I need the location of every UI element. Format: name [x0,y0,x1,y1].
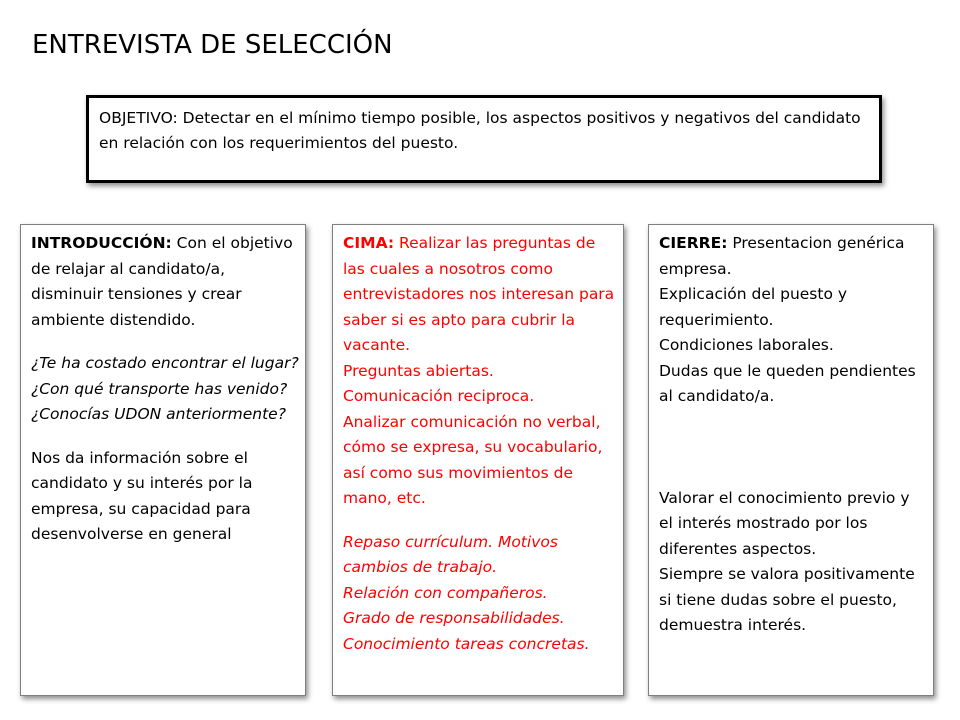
cima-box [332,224,624,696]
cima-line: Analizar comunicación no verbal, cómo se expresa, su vocabulario, así como sus movimientos de mano, etc. [343,412,603,507]
cierre-closing-line: Siempre se valora positivamente si tiene dudas sobre el puesto, demuestra interés. [659,565,915,634]
cima-italic-line: Relación con compañeros. [343,583,548,602]
cima-italic-line: Repaso currículum. Motivos cambios de trabajo. [343,532,558,576]
cierre-line: Explicación del puesto y requerimiento. [659,285,848,329]
objective-box [86,95,882,183]
cierre-line: Dudas que le queden pendientes al candidato/a. [659,361,916,405]
cima-line: Preguntas abiertas. [343,361,494,380]
introduccion-heading: INTRODUCCIÓN: [31,234,172,252]
question-item: ¿Te ha costado encontrar el lugar? [31,354,299,372]
objective-text: OBJETIVO: Detectar en el mínimo tiempo posible, los aspectos positivos y negativos del candidato en relación con los requerimientos del puesto. [99,109,861,152]
cierre-closing-line: Valorar el conocimiento previo y el interés mostrado por los diferentes aspectos. [659,488,910,558]
cima-paragraph [343,231,617,359]
cima-italic-line: Conocimiento tareas concretas. [343,634,590,653]
cima-italic-line: Grado de responsabilidades. [343,609,565,627]
introduccion-box [20,224,306,696]
cierre-line: Condiciones laborales. [659,336,834,354]
cierre-paragraph [659,231,927,282]
question-item: ¿Conocías UDON anteriormente? [31,405,286,423]
page-title: ENTREVISTA DE SELECCIÓN [32,30,393,60]
cierre-heading: CIERRE: [659,234,728,252]
introduccion-closing: Nos da información sobre el candidato y su interés por la empresa, su capacidad para desenvolverse en general [31,448,253,543]
question-item: ¿Con qué transporte has venido? [31,379,288,398]
cierre-text: Presentacion genérica empresa. [659,234,905,278]
cima-line: Comunicación reciproca. [343,387,535,405]
cima-text: Realizar las preguntas de las cuales a nosotros como entrevistadores nos interesan para saber si es apto para cubrir la vacante. [343,234,615,354]
introduccion-paragraph [31,231,299,333]
cierre-box [648,224,934,696]
cima-heading: CIMA: [343,234,395,252]
introduccion-text: Con el objetivo de relajar al candidato/a, disminuir tensiones y crear ambiente distendido. [31,234,293,329]
